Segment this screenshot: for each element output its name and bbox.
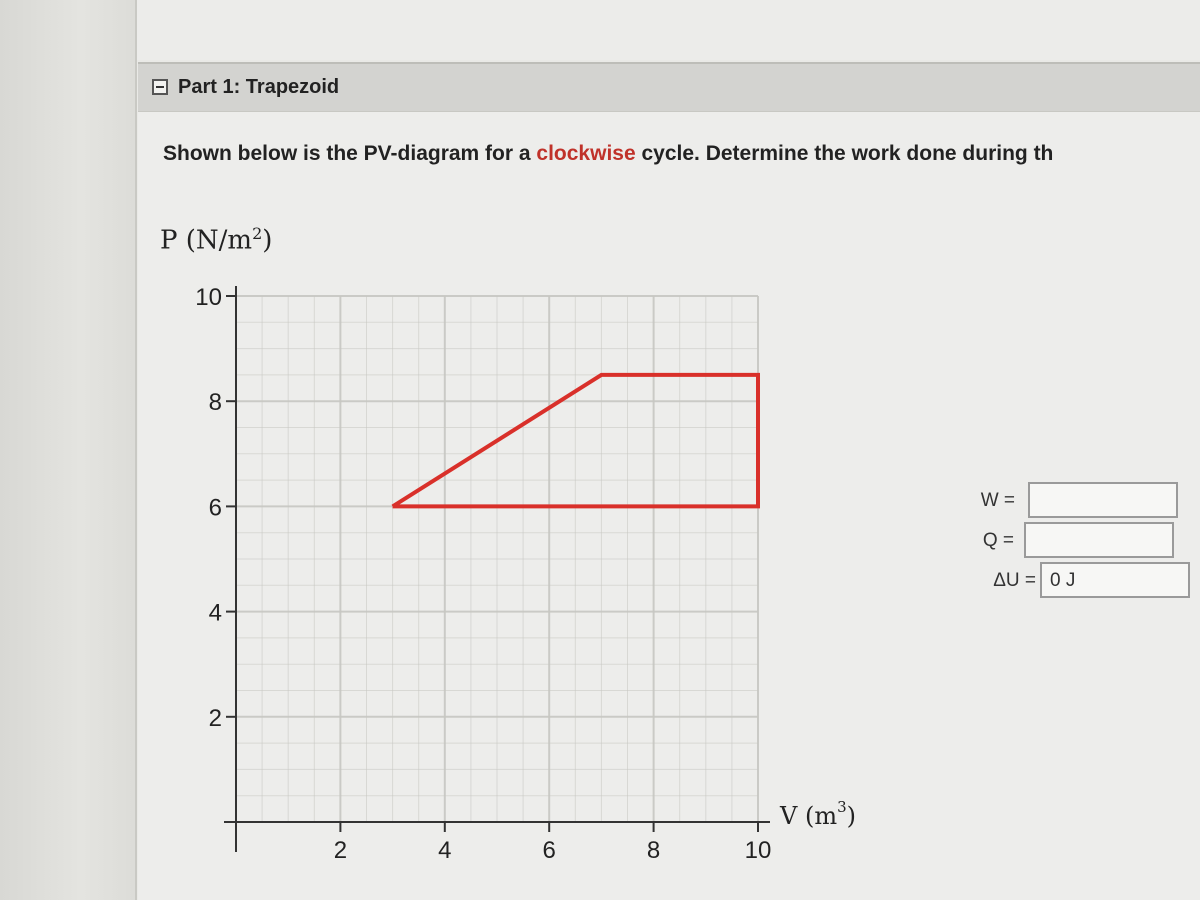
question-prefix: Shown below is the PV-diagram for a [163, 142, 537, 165]
x-tick-label: 4 [438, 837, 452, 864]
y-tick-label: 4 [208, 599, 222, 627]
y-tick-label: 10 [195, 284, 222, 311]
internal-energy-input[interactable]: 0 J [1040, 562, 1190, 598]
part-title: Part 1: Trapezoid [178, 76, 340, 98]
heat-input[interactable] [1024, 522, 1174, 558]
internal-energy-label: ΔU = [993, 570, 1036, 591]
heat-label: Q = [982, 530, 1014, 551]
work-input[interactable] [1028, 482, 1178, 518]
collapse-icon[interactable] [152, 79, 168, 95]
part-header[interactable] [138, 62, 1200, 112]
y-tick-label: 8 [208, 389, 222, 417]
x-tick-labels [334, 822, 772, 864]
x-axis-label-close: ) [846, 802, 857, 830]
x-tick-label: 6 [542, 837, 556, 864]
x-axis-label-exponent: 3 [837, 798, 847, 816]
x-tick-label: 8 [646, 837, 661, 864]
y-axis-label-exponent: 2 [252, 224, 263, 243]
y-axis-label-text: P (N/m [160, 225, 253, 256]
heat-row [940, 522, 1195, 558]
question-suffix: cycle. Determine the work done during th [635, 142, 1054, 165]
work-row [940, 482, 1195, 518]
x-axis-label [779, 798, 856, 830]
work-label: W = [980, 490, 1015, 511]
y-tick-label: 2 [208, 704, 222, 732]
top-strip [0, 0, 1200, 60]
question-highlight: clockwise [536, 142, 636, 165]
answer-panel [940, 480, 1195, 605]
x-axis-label-text: V (m [780, 802, 838, 830]
left-gutter [0, 0, 137, 900]
y-tick-label: 6 [208, 494, 222, 522]
y-tick-labels [195, 284, 236, 732]
y-axis-label-close: ) [262, 225, 273, 256]
internal-energy-row [940, 562, 1195, 598]
x-tick-label: 10 [744, 837, 772, 864]
x-tick-label: 2 [333, 837, 348, 864]
